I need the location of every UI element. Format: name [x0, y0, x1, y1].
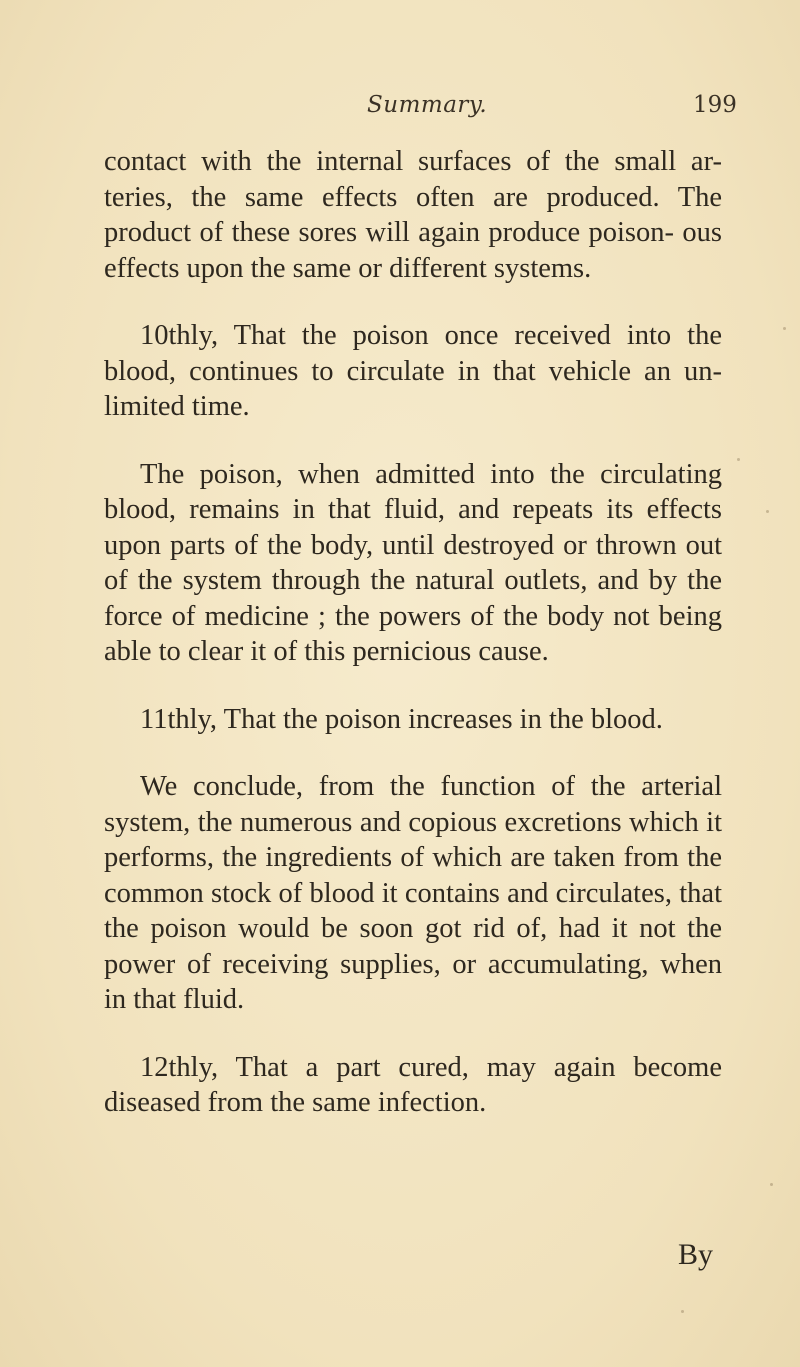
- catchword: By: [678, 1238, 714, 1271]
- paper-speck: [681, 1310, 684, 1313]
- page-number: 199: [693, 92, 737, 118]
- paragraph-poison-circulating: The poison, when admitted into the circulating blood, remains in that fluid, and repeats its effects upon parts of the body, until destroyed or thrown out of the system through the natural outlets, and by the force of medicine ; the powers of the body not being able to clear it of this pernicious cause.: [104, 458, 722, 667]
- running-title: Summary.: [367, 92, 488, 118]
- paper-speck: [770, 1183, 773, 1186]
- running-head: [0, 92, 800, 128]
- paragraph-conclusion: We conclude, from the function of the arterial system, the numerous and copious excretions which it performs, the ingredients of which are taken from the common stock of blood it contains and circulates, that the poison would be soon got rid of, had it not the power of receiving supplies, or accumulating, when in that fluid.: [104, 771, 722, 1015]
- body-text: [104, 144, 722, 1153]
- paper-speck: [783, 327, 786, 330]
- paragraph-twelfthly: 12thly, That a part cured, may again become diseased from the same infection.: [104, 1051, 722, 1118]
- paragraph-continuation: contact with the internal surfaces of the small ar- teries, the same effects often are produced. The product of these sores will again produce poison- ous effects upon the same or different systems.: [104, 146, 722, 284]
- paragraph-tenthly: 10thly, That the poison once received into the blood, continues to circulate in that vehicle an un- limited time.: [104, 320, 722, 422]
- paper-speck: [766, 510, 769, 513]
- paper-speck: [737, 458, 740, 461]
- paragraph-eleventhly: 11thly, That the poison increases in the blood.: [140, 703, 663, 735]
